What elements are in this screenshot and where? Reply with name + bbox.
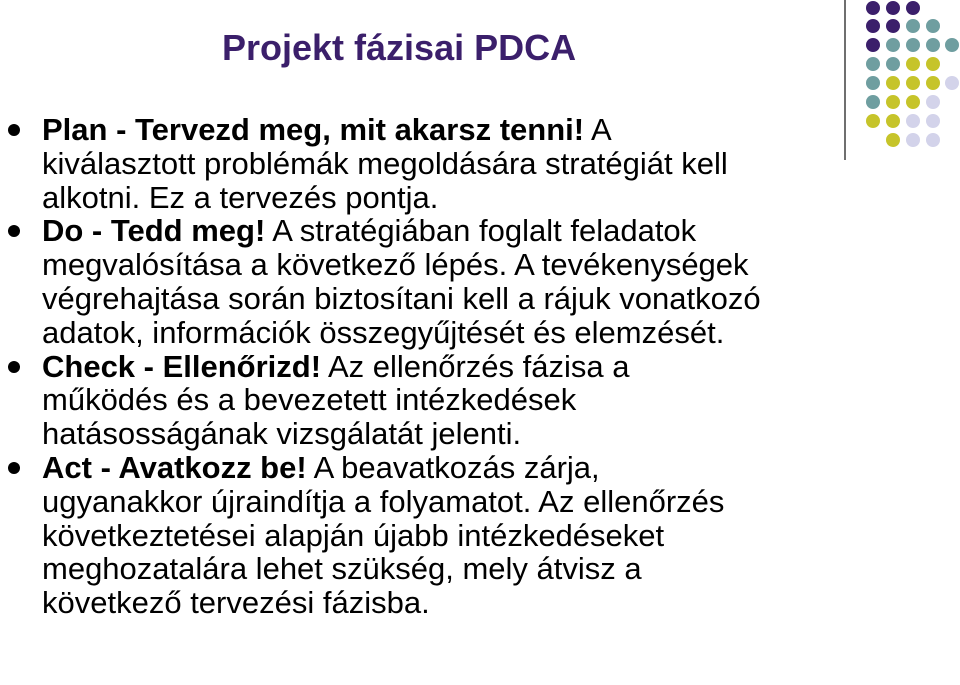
bullet-item-plan [0,113,932,214]
bullet-lead: Act - Avatkozz be! [42,449,307,485]
bullet-text: Az ellenőrzés fázisa a [327,348,630,384]
decor-dot [906,1,920,15]
decor-dot [886,38,900,52]
decor-dot [926,95,940,109]
bullet-text: meghozatalára lehet szükség, mely átvisz a [42,551,642,587]
bullet-list [0,113,960,620]
slide-title: Projekt fázisai PDCA [222,27,577,68]
bullet-text: következtetései alapján újabb intézkedéseket [42,517,665,553]
decor-dot [866,38,880,52]
decor-dot [945,76,959,90]
decor-dot [906,76,920,90]
bullet-lead: Plan - Tervezd meg, mit akarsz tenni! [42,112,585,147]
bullet-item-act [0,451,932,620]
decor-dot [926,19,940,33]
bullet-item-check [0,350,932,451]
bullet-dot-icon [8,124,20,136]
decor-dot [886,57,900,71]
bullet-text: ugyanakkor újraindítja a folyamatot. Az ellenőrzés [42,483,725,519]
decor-dot [866,1,880,15]
decor-dot [886,19,900,33]
decor-dot [926,76,940,90]
bullet-lead: Do - Tedd meg! [42,213,266,249]
bullet-text: adatok, információk összegyűjtését és elemzését. [42,314,725,350]
decor-dot [926,38,940,52]
decor-dot [906,19,920,33]
bullet-text: hatásosságának vizsgálatát jelenti. [42,416,522,452]
decor-dot [866,19,880,33]
decor-dot [906,57,920,71]
bullet-text: következő tervezési fázisba. [42,585,430,621]
decor-dot [906,95,920,109]
bullet-dot-icon [8,225,20,237]
bullet-text: végrehajtása során biztosítani kell a rájuk vonatkozó [42,280,761,316]
bullet-text: működés és a bevezetett intézkedések [42,382,577,418]
bullet-text: alkotni. Ez a tervezés pontja. [42,179,439,215]
decor-dot [906,38,920,52]
decor-dot [886,1,900,15]
bullet-lead: Check - Ellenőrizd! [42,348,322,384]
decor-dot [886,76,900,90]
bullet-dot-icon [8,462,20,474]
bullet-dot-icon [8,361,20,373]
bullet-text: A [590,112,612,147]
decor-dot [886,95,900,109]
decor-dot [866,95,880,109]
bullet-text: megvalósítása a következő lépés. A tevékenységek [42,247,749,283]
decor-dot [866,57,880,71]
decor-dot [926,57,940,71]
decor-dot [945,38,959,52]
bullet-text: A beavatkozás zárja, [313,449,600,485]
bullet-item-do [0,214,932,349]
decor-dot [866,76,880,90]
bullet-text: kiválasztott problémák megoldására stratégiát kell [42,145,728,181]
bullet-text: A stratégiában foglalt feladatok [272,213,697,249]
